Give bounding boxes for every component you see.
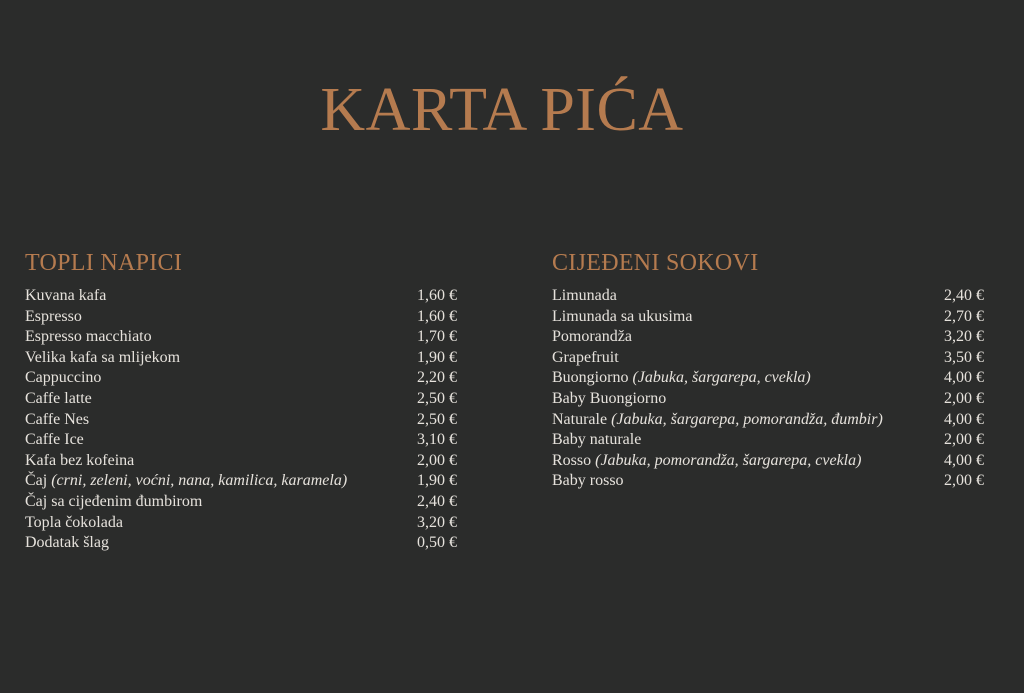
item-label: Topla čokolada xyxy=(25,513,123,531)
item-price: 3,10 € xyxy=(417,431,457,449)
item-label: Naturale xyxy=(552,410,612,428)
item-price: 4,00 € xyxy=(944,369,984,387)
menu-item xyxy=(552,451,984,472)
item-label: Baby naturale xyxy=(552,431,642,449)
item-name xyxy=(552,389,666,410)
item-price: 2,00 € xyxy=(944,389,984,407)
item-price: 1,60 € xyxy=(417,307,457,325)
item-price: 2,00 € xyxy=(417,451,457,469)
item-label: Espresso xyxy=(25,307,82,325)
item-label: Grapefruit xyxy=(552,348,619,366)
item-price: 2,40 € xyxy=(944,287,984,304)
item-label: Baby rosso xyxy=(552,472,624,490)
item-label: Kafa bez kofeina xyxy=(25,451,135,469)
item-name xyxy=(552,410,883,431)
item-label: Čaj xyxy=(25,472,52,490)
item-label: Limunada xyxy=(552,287,617,304)
item-name xyxy=(25,368,101,389)
item-label: Buongiorno xyxy=(552,369,633,387)
item-price: 2,40 € xyxy=(417,492,457,510)
item-name xyxy=(552,430,641,451)
item-label: Dodatak šlag xyxy=(25,534,109,552)
item-label: Pomorandža xyxy=(552,328,632,346)
menu-item xyxy=(25,348,457,369)
item-price: 1,60 € xyxy=(417,287,457,304)
item-price: 2,00 € xyxy=(944,472,984,490)
item-label: Velika kafa sa mlijekom xyxy=(25,348,181,366)
item-name xyxy=(25,430,84,451)
menu-item xyxy=(552,389,984,410)
menu-item xyxy=(552,307,984,328)
menu-item xyxy=(25,451,457,472)
item-note: (crni, zeleni, voćni, nana, kamilica, karamela) xyxy=(51,472,348,490)
item-note: (Jabuka, šargarepa, cvekla) xyxy=(632,369,811,387)
section-heading: TOPLI NAPICI xyxy=(25,250,183,276)
item-price: 2,50 € xyxy=(417,389,457,407)
item-name xyxy=(25,471,347,492)
item-label: Baby Buongiorno xyxy=(552,389,667,407)
item-price: 3,20 € xyxy=(944,328,984,346)
item-label: Kuvana kafa xyxy=(25,287,107,304)
item-price: 4,00 € xyxy=(944,410,984,428)
menu-item xyxy=(25,389,457,410)
item-price: 2,50 € xyxy=(417,410,457,428)
item-note: (Jabuka, pomorandža, šargarepa, cvekla) xyxy=(595,451,862,469)
item-label: Limunada sa ukusima xyxy=(552,307,693,325)
section-heading: CIJEĐENI SOKOVI xyxy=(552,250,759,276)
item-label: Rosso xyxy=(552,451,596,469)
menu-item xyxy=(552,410,984,431)
menu-item xyxy=(552,348,984,369)
item-note: (Jabuka, šargarepa, pomorandža, đumbir) xyxy=(611,410,883,428)
item-price: 2,20 € xyxy=(417,369,457,387)
item-name xyxy=(552,451,861,472)
item-label: Caffe Nes xyxy=(25,410,90,428)
item-label: Espresso macchiato xyxy=(25,328,152,346)
item-label: Caffe Ice xyxy=(25,431,84,449)
item-name xyxy=(552,368,811,389)
item-price: 1,90 € xyxy=(417,472,457,490)
menu-item xyxy=(25,368,457,389)
menu-item xyxy=(25,286,457,307)
item-name xyxy=(552,286,617,307)
menu-item xyxy=(25,513,457,534)
item-name xyxy=(552,327,632,348)
menu-title: KARTA PIĆA xyxy=(320,76,684,144)
item-name xyxy=(25,348,180,369)
menu-item xyxy=(552,471,984,492)
menu-item xyxy=(25,410,457,431)
item-name xyxy=(25,513,123,534)
item-label: Čaj sa cijeđenim đumbirom xyxy=(25,492,203,510)
menu-item xyxy=(25,492,457,513)
item-list xyxy=(25,286,457,554)
menu-item xyxy=(552,368,984,389)
menu-item xyxy=(552,430,984,451)
item-price: 1,70 € xyxy=(417,328,457,346)
item-price: 4,00 € xyxy=(944,451,984,469)
item-name xyxy=(552,348,619,369)
item-name xyxy=(25,410,89,431)
item-list xyxy=(552,286,984,492)
item-name xyxy=(552,307,692,328)
item-price: 2,00 € xyxy=(944,431,984,449)
item-name xyxy=(25,286,106,307)
item-name xyxy=(25,327,152,348)
menu-item xyxy=(25,533,457,554)
item-price: 1,90 € xyxy=(417,348,457,366)
menu-item xyxy=(25,430,457,451)
item-label: Cappuccino xyxy=(25,369,102,387)
menu-item xyxy=(25,307,457,328)
item-name xyxy=(25,533,109,554)
menu-item xyxy=(25,471,457,492)
item-name xyxy=(25,451,134,472)
item-name xyxy=(25,492,202,513)
item-name xyxy=(552,471,624,492)
section-hot-drinks xyxy=(25,248,457,554)
item-price: 3,20 € xyxy=(417,513,457,531)
menu-item xyxy=(552,286,984,307)
menu-item xyxy=(25,327,457,348)
menu-item xyxy=(552,327,984,348)
item-price: 2,70 € xyxy=(944,307,984,325)
item-price: 3,50 € xyxy=(944,348,984,366)
item-name xyxy=(25,307,82,328)
item-label: Caffe latte xyxy=(25,389,92,407)
item-name xyxy=(25,389,92,410)
section-fresh-juices xyxy=(552,248,984,492)
item-price: 0,50 € xyxy=(417,534,457,552)
